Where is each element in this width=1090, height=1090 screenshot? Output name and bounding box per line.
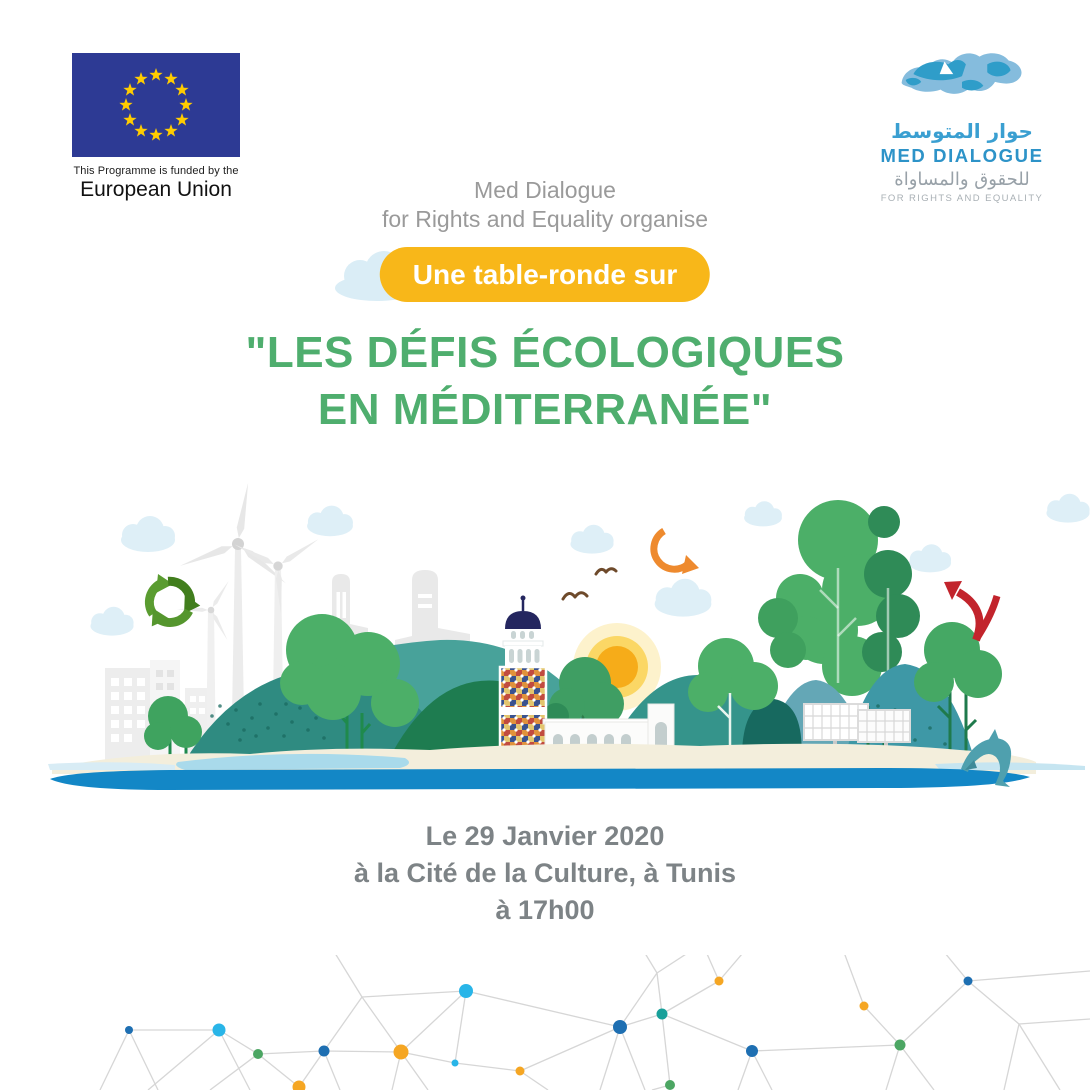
organizer-line1: Med Dialogue (474, 177, 616, 203)
page-title (0, 324, 1090, 438)
logo-latin-subtitle: FOR RIGHTS AND EQUALITY (880, 193, 1044, 204)
ecology-illustration (0, 478, 1090, 818)
network-graphic (0, 955, 1090, 1090)
circular-arrow-icon (654, 531, 699, 574)
mediterranean-map-icon (892, 45, 1032, 113)
eu-flag-icon (72, 53, 240, 157)
event-details (0, 818, 1090, 929)
logo-arabic-title: حوار المتوسط (891, 119, 1033, 143)
recycle-icon (144, 574, 204, 634)
event-date: Le 29 Janvier 2020 (425, 821, 665, 851)
banner-label: Une table-ronde sur (412, 259, 678, 290)
bird-icon (563, 569, 616, 599)
logo-latin-title: MED DIALOGUE (880, 145, 1044, 166)
logo-arabic-subtitle: للحقوق والمساواة (894, 169, 1030, 190)
event-venue: à la Cité de la Culture, à Tunis (353, 858, 737, 888)
title-line1: "LES DÉFIS ÉCOLOGIQUES (245, 328, 845, 377)
organizer-line2: for Rights and Equality organise (381, 206, 709, 232)
event-time: à 17h00 (495, 895, 595, 925)
eu-caption-large: European Union (80, 178, 232, 201)
eu-caption-small: This Programme is funded by the (73, 165, 239, 177)
minaret-icon (500, 596, 546, 762)
table-ronde-banner (380, 247, 710, 302)
organizer-text (0, 176, 1090, 234)
title-line2: EN MÉDITERRANÉE" (317, 385, 773, 434)
network-nodes (125, 977, 973, 1090)
